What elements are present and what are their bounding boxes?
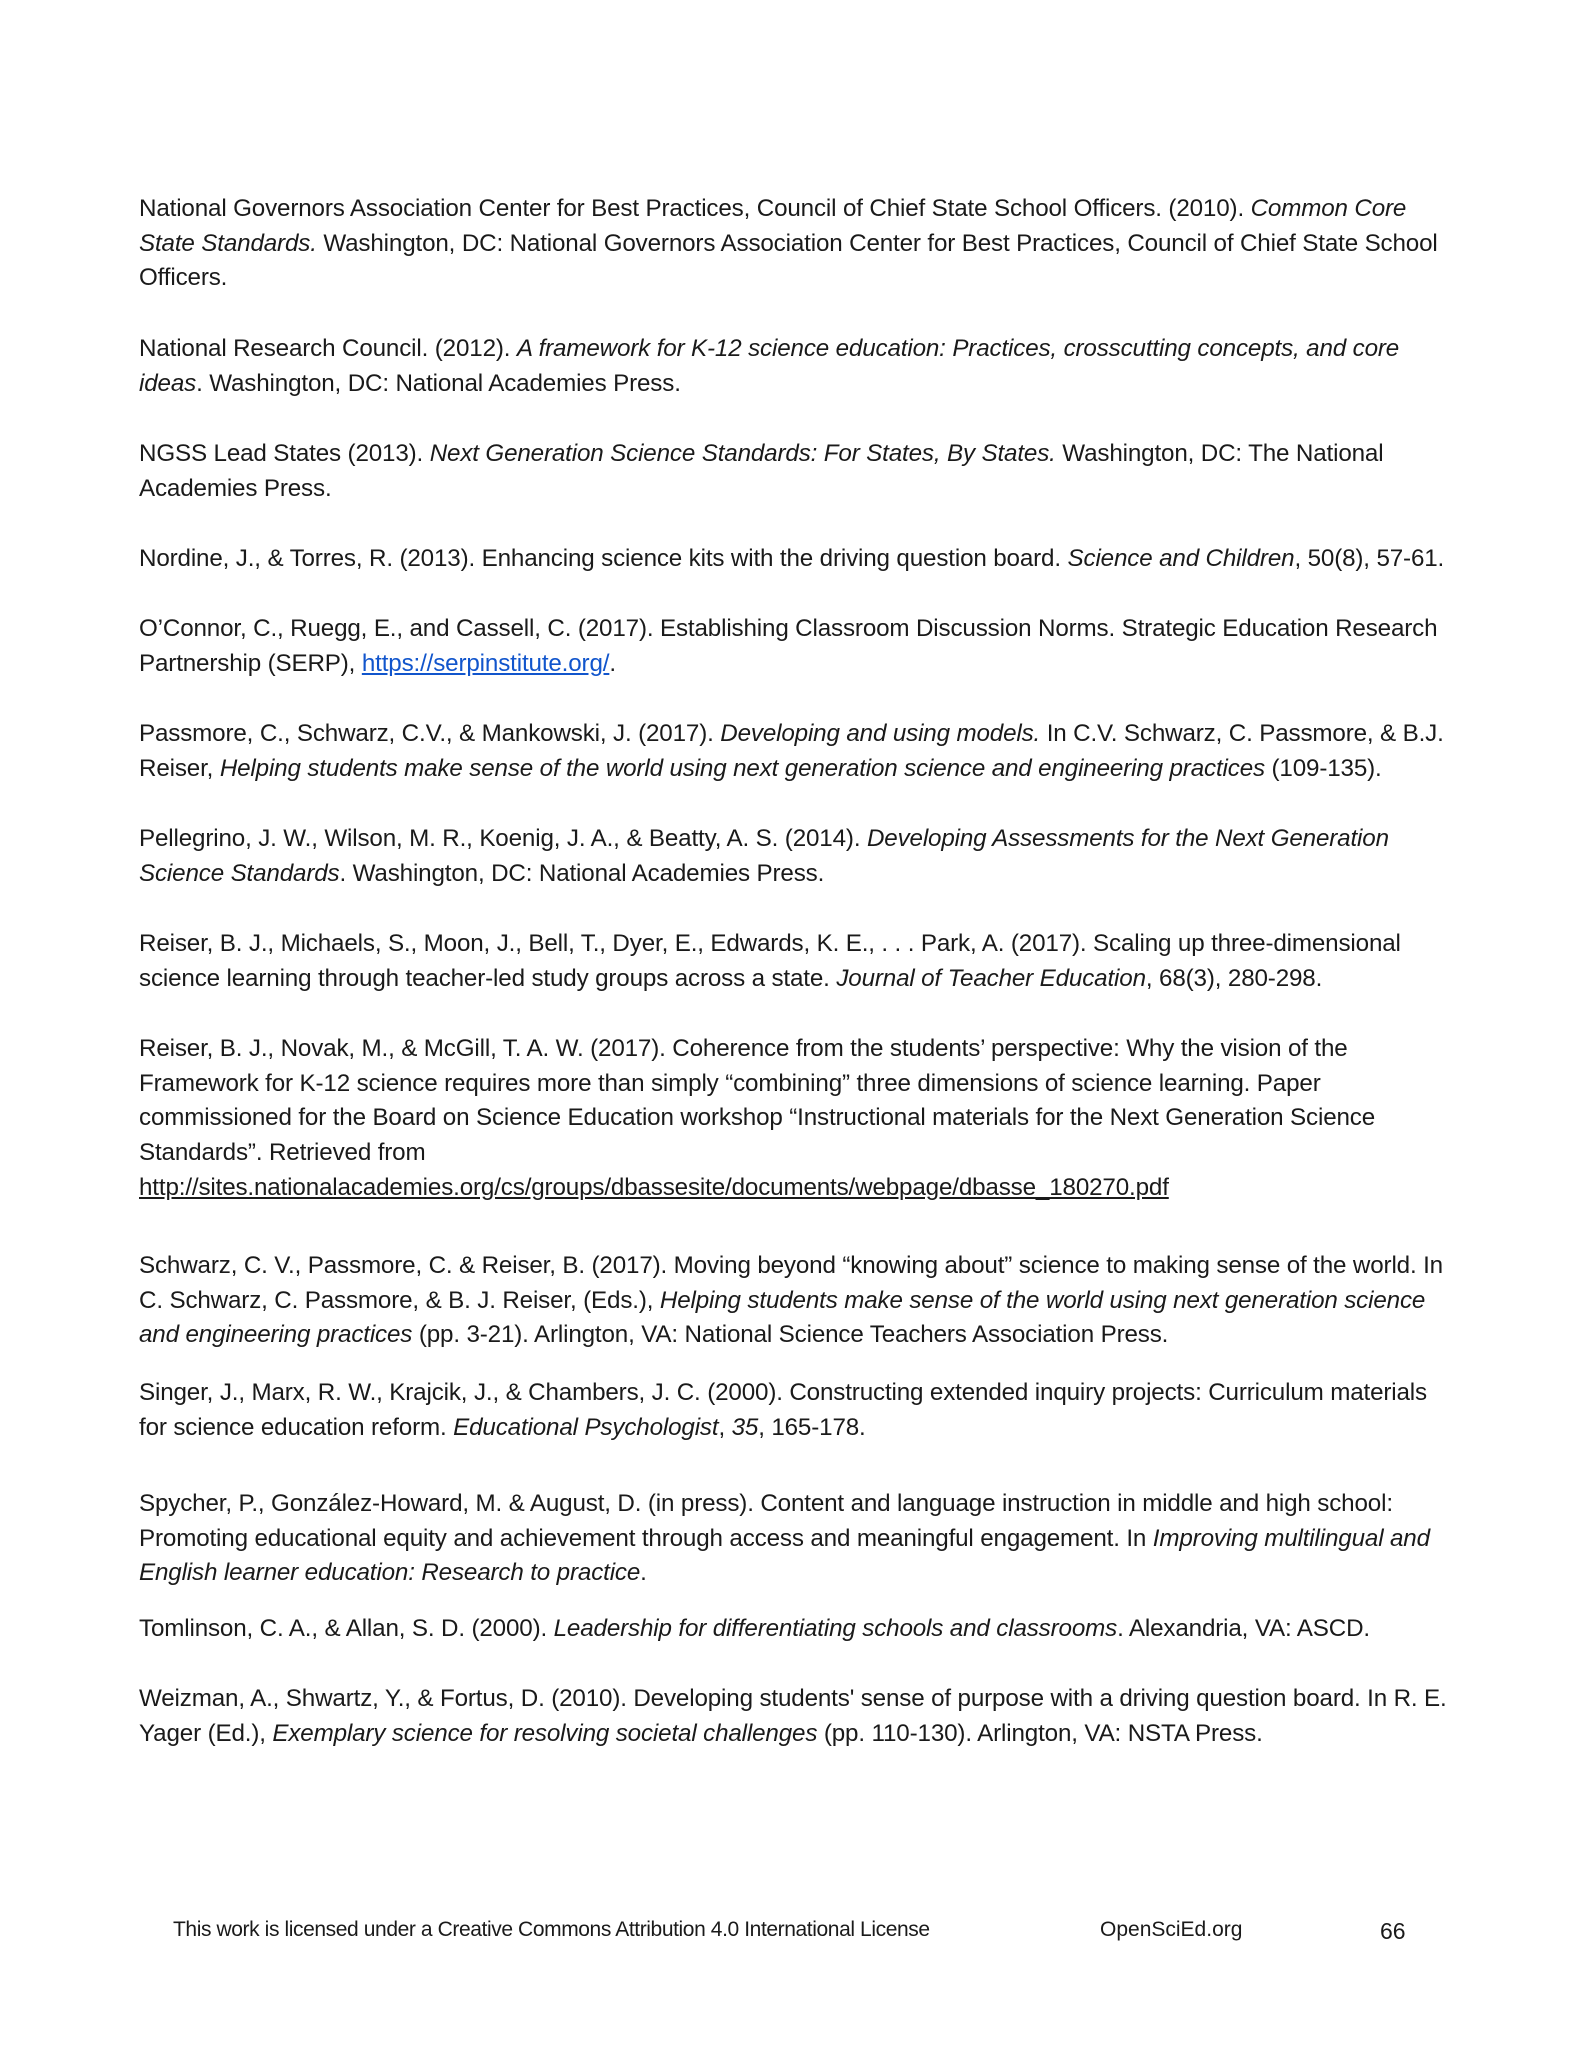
reference-text: , 68(3), 280-298. [1145, 964, 1323, 992]
reference-text: Reiser, B. J., Novak, M., & McGill, T. A. W. (2017). Coherence from the students’ perspective: Why the vision of the Framework for K-12 science requires more than simply “combining” three dimensions of science learning. Paper commissioned for the Board on Science Education workshop “Instructional materials for the Next Generation Science Standards”. Retrieved from [139, 1035, 1376, 1166]
reference-link[interactable]: http://sites.nationalacademies.org/cs/groups/dbassesite/documents/webpage/dbasse_180270.pdf [139, 1173, 1169, 1201]
reference-entry [139, 612, 1459, 681]
reference-text: National Governors Association Center for Best Practices, Council of Chief State School Officers. (2010). [139, 195, 1251, 223]
reference-text: Singer, J., Marx, R. W., Krajcik, J., & Chambers, J. C. (2000). Constructing extended inquiry projects: Curriculum materials for science education reform. [139, 1379, 1427, 1441]
reference-text: . [609, 649, 616, 677]
reference-entry [139, 1487, 1459, 1591]
reference-text: . Alexandria, VA: ASCD. [1117, 1615, 1370, 1643]
reference-text: . Washington, DC: National Academies Press. [196, 369, 681, 397]
page-number: 66 [1380, 1918, 1406, 1944]
reference-entry [139, 1249, 1459, 1353]
reference-title: Helping students make sense of the world using next generation science and engineering practices [219, 754, 1265, 782]
reference-entry [139, 927, 1459, 996]
reference-text: Schwarz, C. V., Passmore, C. & Reiser, B. (2017). Moving beyond “knowing about” science to making sense of the world. In C. Schwarz, C. Passmore, & B. J. Reiser, (Eds.), [139, 1252, 1443, 1314]
reference-entry [139, 192, 1459, 296]
reference-entry [139, 332, 1459, 401]
reference-text: In C.V. Schwarz, C. Passmore, & B.J. Reiser, [139, 720, 1444, 782]
reference-text: O’Connor, C., Ruegg, E., and Cassell, C. (2017). Establishing Classroom Discussion Norms. Strategic Education Research Partnership (SERP), [139, 615, 1438, 677]
reference-text: Washington, DC: The National Academies Press. [139, 440, 1384, 502]
reference-text: Washington, DC: National Governors Association Center for Best Practices, Council of Chief State School Officers. [139, 229, 1438, 292]
reference-link[interactable]: https://serpinstitute.org/ [361, 649, 610, 677]
reference-text: Nordine, J., & Torres, R. (2013). Enhancing science kits with the driving question board. [139, 545, 1068, 573]
reference-text: (109-135). [1264, 754, 1382, 782]
reference-entry [139, 437, 1459, 506]
reference-title: Educational Psychologist [453, 1413, 719, 1441]
reference-title: Leadership for differentiating schools and classrooms [553, 1615, 1118, 1643]
reference-title: Helping students make sense of the world using next generation science and engineering practices [139, 1286, 1426, 1349]
reference-entry [139, 717, 1459, 786]
reference-entry [139, 1376, 1459, 1445]
license-notice: This work is licensed under a Creative Commons Attribution 4.0 International License [173, 1918, 930, 1941]
reference-title: Improving multilingual and English learner education: Research to practice [139, 1524, 1430, 1587]
reference-text: NGSS Lead States (2013). [139, 440, 430, 468]
reference-text: (pp. 110-130). Arlington, VA: NSTA Press. [817, 1719, 1263, 1747]
reference-text: Tomlinson, C. A., & Allan, S. D. (2000). [139, 1615, 554, 1643]
reference-title: Developing and using models. [720, 720, 1041, 748]
reference-text: (pp. 3-21). Arlington, VA: National Science Teachers Association Press. [412, 1321, 1169, 1349]
reference-text: , [718, 1413, 732, 1441]
reference-entry [139, 1032, 1459, 1205]
reference-title: Next Generation Science Standards: For States, By States. [429, 440, 1056, 468]
reference-entry [139, 542, 1459, 577]
reference-text: Passmore, C., Schwarz, C.V., & Mankowski, J. (2017). [139, 720, 721, 748]
reference-title: Common Core State Standards. [139, 195, 1407, 257]
reference-title: 35 [731, 1413, 759, 1441]
reference-text: National Research Council. (2012). [139, 335, 517, 363]
page-footer [0, 1918, 1583, 1958]
reference-title: Journal of Teacher Education [836, 964, 1146, 992]
reference-text: Spycher, P., González-Howard, M. & August, D. (in press). Content and language instruction in middle and high school: Promoting educational equity and achievement through access and meaningful engagement. In [139, 1490, 1393, 1552]
reference-title: Science and Children [1067, 545, 1295, 573]
reference-entry [139, 822, 1459, 891]
reference-text: , 165-178. [758, 1413, 866, 1441]
reference-text: Pellegrino, J. W., Wilson, M. R., Koenig, J. A., & Beatty, A. S. (2014). [139, 825, 867, 853]
reference-text: Reiser, B. J., Michaels, S., Moon, J., Bell, T., Dyer, E., Edwards, K. E., . . . Park, A. (2017). Scaling up three-dimensional science learning through teacher-led study groups across a state. [139, 930, 1401, 992]
reference-text: . [640, 1559, 647, 1587]
reference-text: . Washington, DC: National Academies Press. [339, 859, 825, 887]
site-name: OpenSciEd.org [1100, 1918, 1243, 1941]
reference-title: Developing Assessments for the Next Generation Science Standards [139, 825, 1389, 887]
reference-entry [139, 1612, 1459, 1647]
reference-title: A framework for K-12 science education: Practices, crosscutting concepts, and core ideas [139, 335, 1400, 397]
reference-text: , 50(8), 57-61. [1294, 545, 1445, 573]
reference-text: Weizman, A., Shwartz, Y., & Fortus, D. (2010). Developing students' sense of purpose with a driving question board. In R. E. Yager (Ed.), [139, 1685, 1447, 1747]
reference-title: Exemplary science for resolving societal challenges [272, 1719, 818, 1747]
reference-entry [139, 1682, 1459, 1751]
